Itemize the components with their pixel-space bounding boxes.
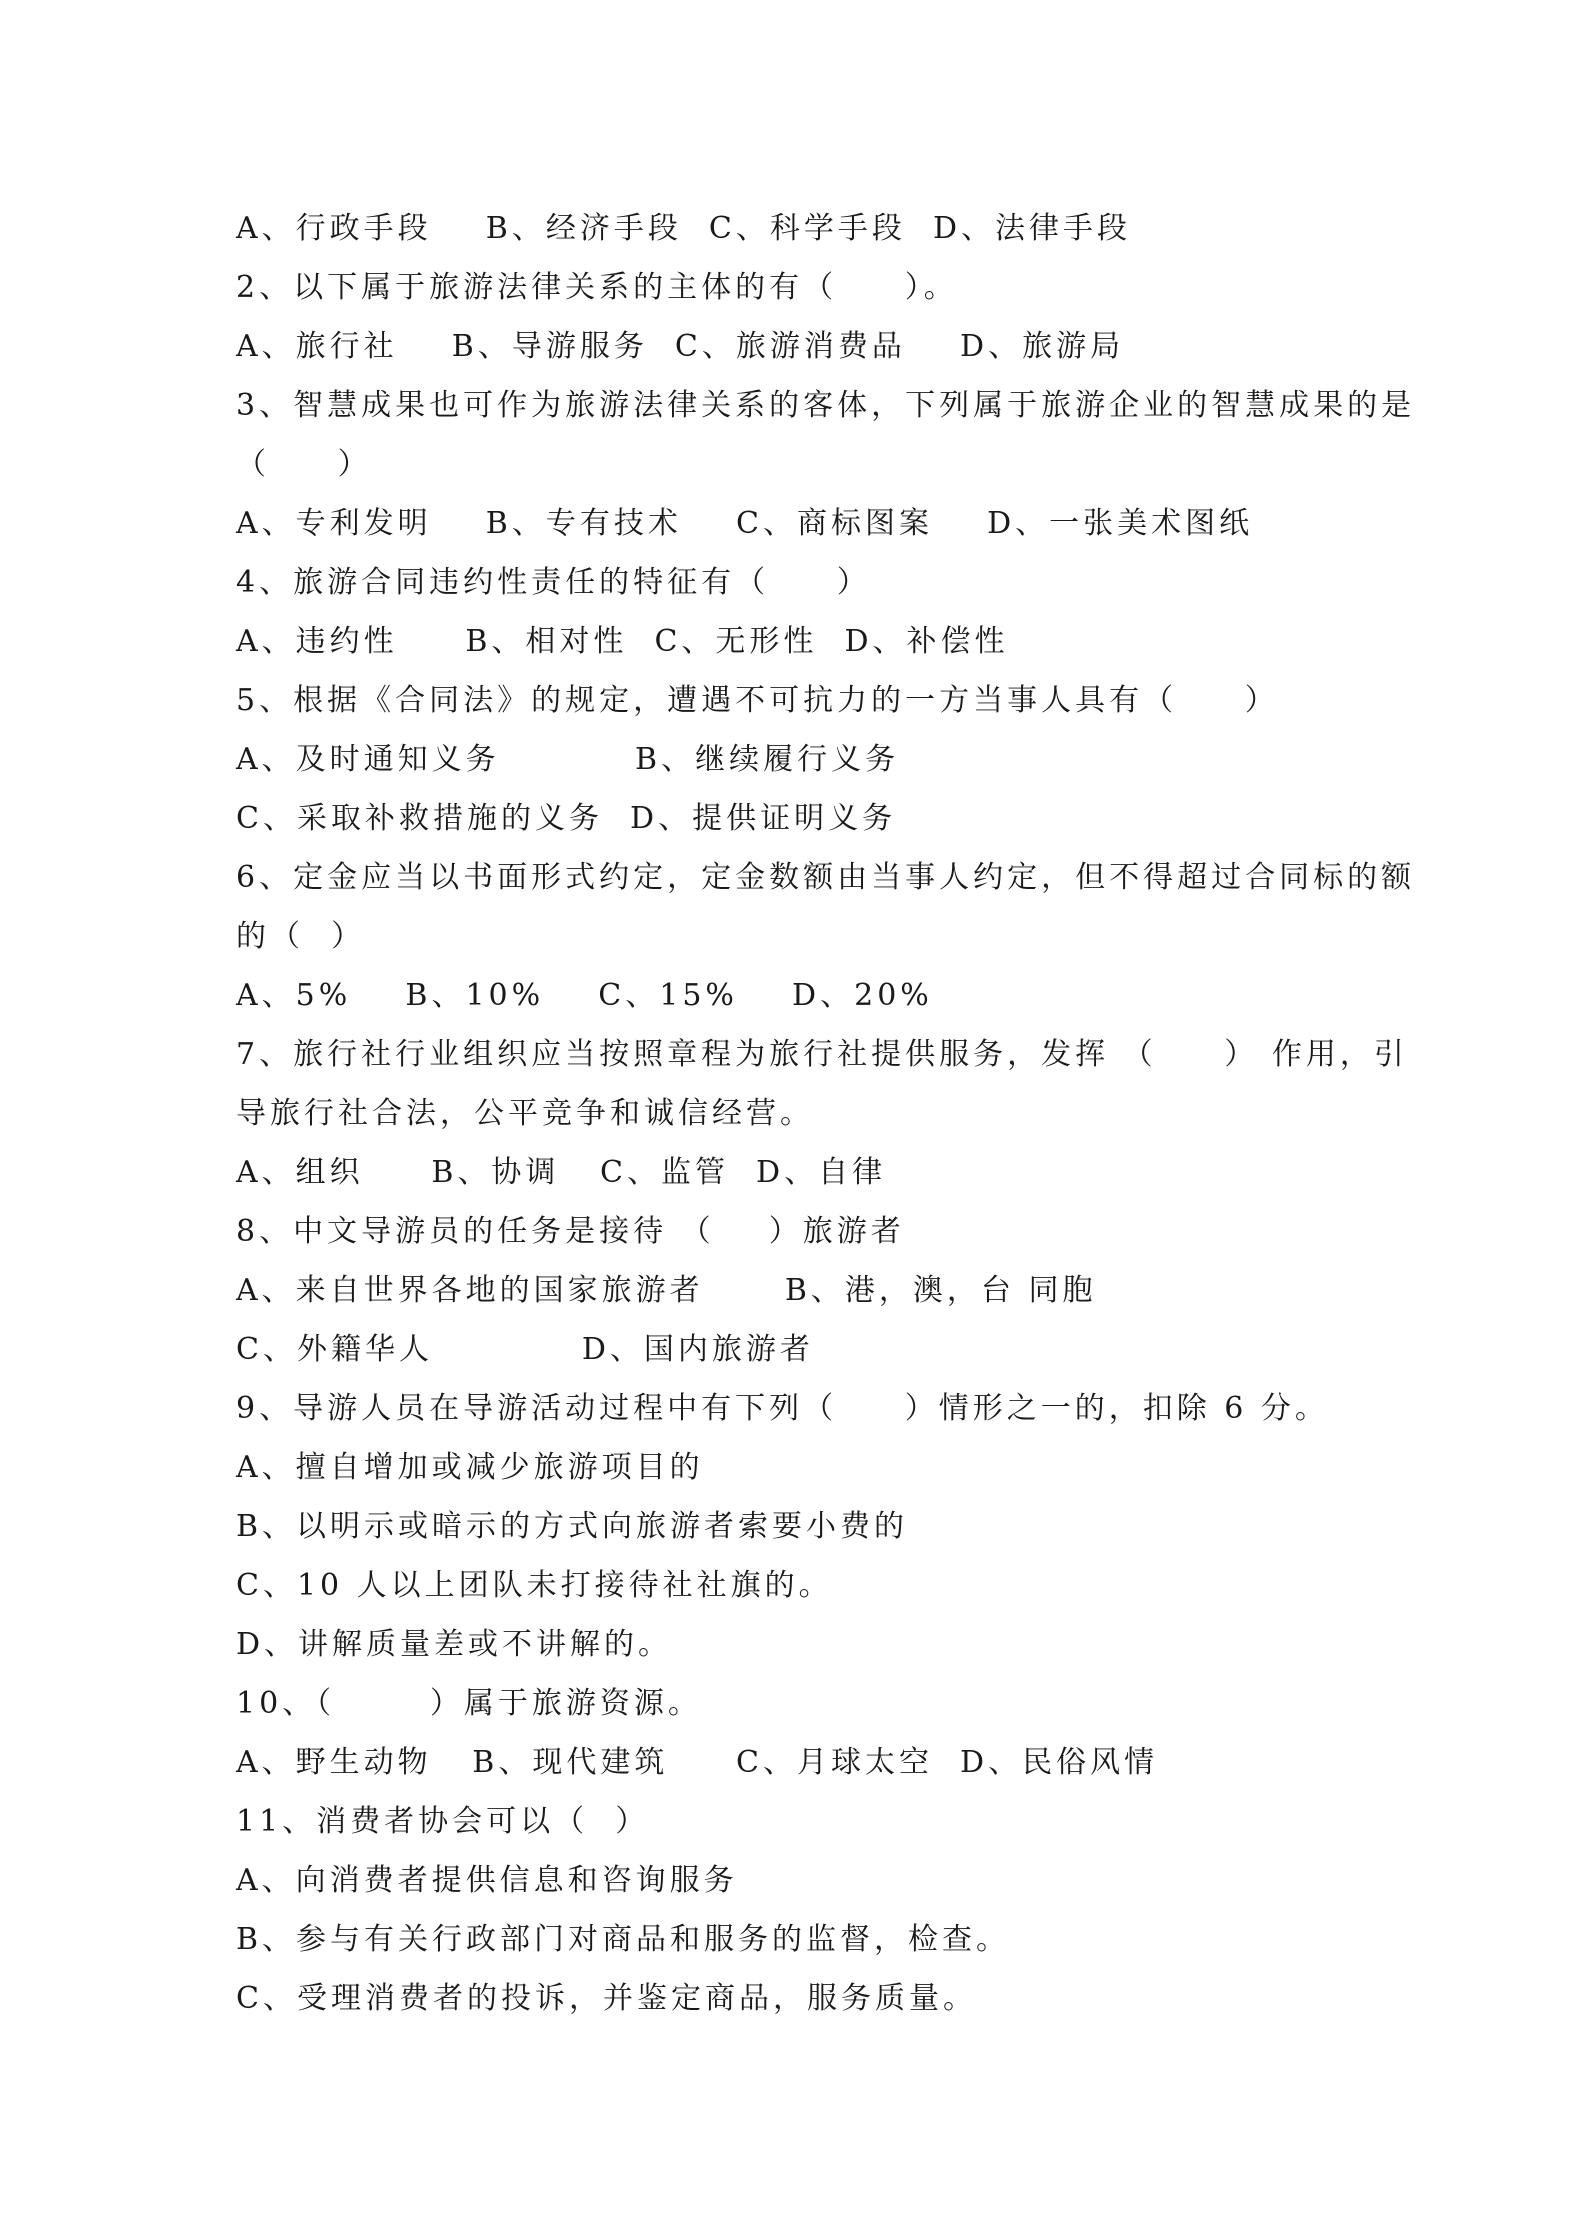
question-9: 9、导游人员在导游活动过程中有下列（ ）情形之一的，扣除 6 分。 <box>236 1391 1329 1426</box>
option-q11-a: A、向消费者提供信息和咨询服务 <box>236 1863 738 1898</box>
question-7: 7、旅行社行业组织应当按照章程为旅行社提供服务，发挥 （ ） 作用，引 <box>236 1037 1408 1072</box>
question-3: 3、智慧成果也可作为旅游法律关系的客体，下列属于旅游企业的智慧成果的是 <box>236 388 1416 423</box>
option-q11-c: C、受理消费者的投诉，并鉴定商品，服务质量。 <box>236 1981 977 2016</box>
question-7-cont: 导旅行社合法，公平竞争和诚信经营。 <box>236 1096 814 1131</box>
options-q8-ab: A、来自世界各地的国家旅游者 B、港，澳，台 同胞 <box>236 1273 1097 1308</box>
options-q3: A、专利发明 B、专有技术 C、商标图案 D、一张美术图纸 <box>236 506 1254 541</box>
options-q5-ab: A、及时通知义务 B、继续履行义务 <box>236 742 900 777</box>
question-6-cont: 的（ ） <box>236 919 366 954</box>
question-6: 6、定金应当以书面形式约定，定金数额由当事人约定，但不得超过合同标的额 <box>236 860 1416 895</box>
option-q11-b: B、参与有关行政部门对商品和服务的监督，检查。 <box>236 1922 1011 1957</box>
question-2: 2、以下属于旅游法律关系的主体的有（ ）。 <box>236 270 958 305</box>
question-10: 10、（ ）属于旅游资源。 <box>236 1686 702 1721</box>
option-q9-c: C、10 人以上团队未打接待社社旗的。 <box>236 1568 833 1603</box>
option-q9-b: B、以明示或暗示的方式向旅游者索要小费的 <box>236 1509 909 1544</box>
option-q9-a: A、擅自增加或减少旅游项目的 <box>236 1450 704 1485</box>
options-q2: A、旅行社 B、导游服务 C、旅游消费品 D、旅游局 <box>236 329 1125 364</box>
question-4: 4、旅游合同违约性责任的特征有（ ） <box>236 565 871 600</box>
options-q4: A、违约性 B、相对性 C、无形性 D、补偿性 <box>236 624 1009 659</box>
option-q9-d: D、讲解质量差或不讲解的。 <box>236 1627 673 1662</box>
options-q8-cd: C、外籍华人 D、国内旅游者 <box>236 1332 814 1367</box>
question-text-body <box>236 203 1416 2032</box>
options-q6: A、5% B、10% C、15% D、20% <box>236 978 933 1013</box>
options-q7: A、组织 B、协调 C、监管 D、自律 <box>236 1155 887 1190</box>
question-11: 11、消费者协会可以（ ） <box>236 1804 650 1839</box>
option-line-q1: A、行政手段 B、经济手段 C、科学手段 D、法律手段 <box>236 211 1132 246</box>
question-8: 8、中文导游员的任务是接待 （ ）旅游者 <box>236 1214 905 1249</box>
question-3-blank: （ ） <box>236 447 372 482</box>
options-q10: A、野生动物 B、现代建筑 C、月球太空 D、民俗风情 <box>236 1745 1159 1780</box>
question-5: 5、根据《合同法》的规定，遭遇不可抗力的一方当事人具有（ ） <box>236 683 1279 718</box>
options-q5-cd: C、采取补救措施的义务 D、提供证明义务 <box>236 801 897 836</box>
